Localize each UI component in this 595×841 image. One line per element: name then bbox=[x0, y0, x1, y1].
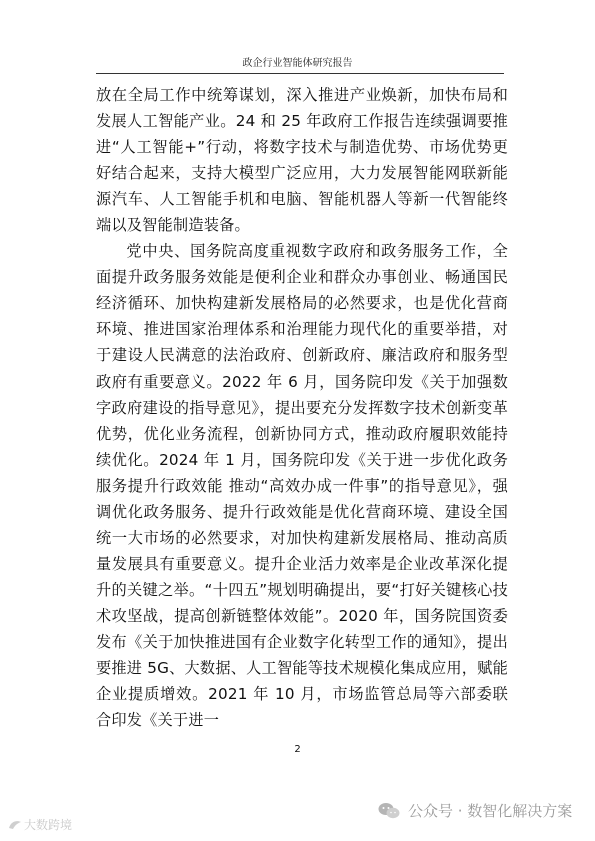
corner-watermark-text: 大数跨境 bbox=[24, 818, 73, 832]
wechat-watermark-text: 公众号 · 数智化解决方案 bbox=[408, 802, 573, 820]
paragraph-2: 党中央、国务院高度重视数字政府和政务服务工作，全面提升政务服务效能是便利企业和群众办事创业、畅通国民经济循环、加快构建新发展格局的必然要求，也是优化营商环境、推进国家治理体系和治理能力现代化的重要举措，对于建设人民满意的法治政府、创新政府、廉洁政府和服务型政府有重要意义。2022 年 6 月，国务院印发《关于加强数字政府建设的指导意见》，提出要充分发挥数字技术创新变革优势，优化业务流程，创新协同方式，推动政府履职效能持续优化。2024 年 1 月，国务院印发《关于进一步优化政务服务提升行政效能 推动“高效办成一件事”的指导意见》，强调优化政务服务、提升行政效能是优化营商环境、建设全国统一大市场的必然要求，对加快构建新发展格局、推动高质量发展具有重要意义。提升企业活力效率是企业改革深化提升的关键之举。“十四五”规划明确提出，要“打好关键核心技术攻坚战，提高创新链整体效能”。2020 年，国务院国资委发布《关于加快推进国有企业数字化转型工作的通知》，提出要推进 5G、大数据、人工智能等技术规模化集成应用，赋能企业提质增效。2021 年 10 月，市场监管总局等六部委联合印发《关于进一 bbox=[96, 242, 508, 730]
page-number-text: 2 bbox=[294, 744, 301, 755]
page-header bbox=[0, 54, 595, 69]
wechat-watermark bbox=[378, 800, 572, 821]
page-body bbox=[96, 82, 508, 733]
corner-watermark bbox=[8, 816, 72, 833]
logo-icon bbox=[8, 819, 22, 831]
wechat-icon bbox=[378, 802, 400, 820]
header-rule bbox=[96, 73, 504, 74]
header-title: 政企行业智能体研究报告 bbox=[242, 58, 353, 69]
paragraph-1: 放在全局工作中统筹谋划，深入推进产业焕新，加快布局和发展人工智能产业。24 和 25 年政府工作报告连续强调要推进“人工智能+”行动，将数字技术与制造优势、市场优势更好结合起来，支持大模型广泛应用，大力发展智能网联新能源汽车、人工智能手机和电脑、智能机器人等新一代智能终端以及智能制造装备。 bbox=[96, 86, 508, 235]
page-number bbox=[0, 744, 595, 755]
